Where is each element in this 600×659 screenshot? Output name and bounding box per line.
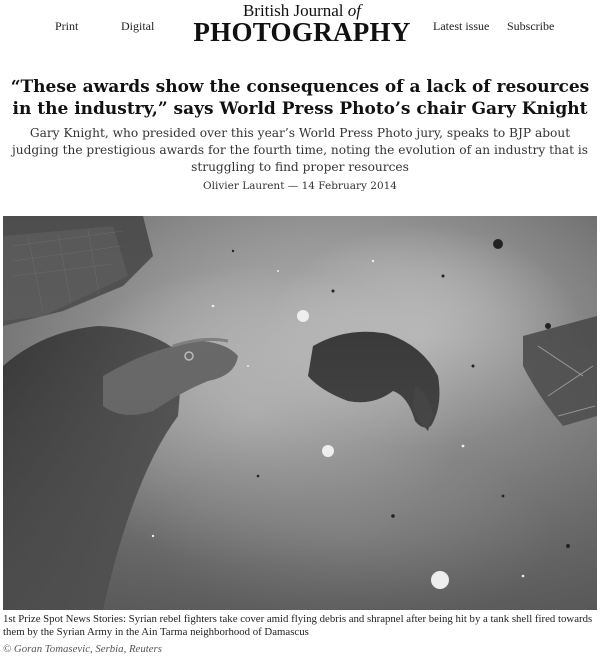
article-headline: “These awards show the consequences of a lack of resources in the industry,” says World Press Photo’s chair Gary Knight [10, 77, 590, 119]
site-logo[interactable] [182, 3, 422, 45]
nav-subscribe[interactable]: Subscribe [507, 19, 555, 33]
logo-line1-prefix: British Journal [242, 1, 344, 20]
photo-credit: © Goran Tomasevic, Serbia, Reuters [3, 643, 162, 655]
site-header [0, 0, 600, 50]
nav-digital[interactable]: Digital [121, 19, 155, 33]
photo-caption: 1st Prize Spot News Stories: Syrian rebel fighters take cover amid flying debris and shrapnel after being hit by a tank shell fired towards them by the Syrian Army in the Ain Tarma neighborhood of Damascus [3, 613, 593, 638]
logo-line2: PHOTOGRAPHY [193, 17, 411, 47]
lead-photo[interactable] [3, 216, 597, 610]
logo-line1-suffix: of [347, 1, 362, 20]
nav-print[interactable]: Print [55, 19, 79, 33]
lead-photo-image [3, 216, 597, 610]
article-standfirst: Gary Knight, who presided over this year’s World Press Photo jury, speaks to BJP about judging the prestigious awards for the fourth time, noting the evolution of an industry that is struggling to find proper resources [11, 126, 589, 174]
article-byline: Olivier Laurent — 14 February 2014 [203, 180, 397, 192]
nav-latest-issue[interactable]: Latest issue [433, 19, 490, 33]
